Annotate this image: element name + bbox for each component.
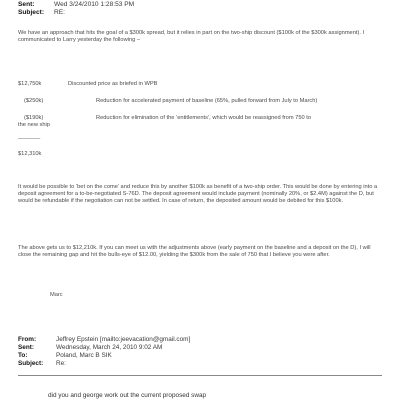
sent-value: Wed 3/24/2010 1:28:53 PM — [54, 1, 135, 8]
total-divider: _______ — [18, 134, 41, 140]
to-label: To: — [18, 352, 28, 359]
sent-value: Wednesday, March 24, 2010 9:02 AM — [56, 344, 163, 351]
sent-header — [18, 1, 134, 9]
forwarded-message-text: did you and george work out the current proposed swap — [48, 392, 207, 399]
forward-subject — [18, 360, 66, 368]
subject-header — [18, 9, 65, 17]
line-item-description: Reduction for accelerated payment of baseline (65%, pulled forward from July to March) — [96, 98, 318, 104]
forward-from — [18, 336, 190, 344]
line-item-continuation: the new ship — [18, 122, 50, 128]
line-item-description: Discounted price as briefed in WPB — [68, 81, 158, 87]
line-item-amount: $12,750k — [18, 81, 42, 87]
line-item-description: Reduction for elimination of the ‘entitlements’, which would be reassigned from 750 to — [96, 115, 311, 121]
subject-label: Subject: — [18, 9, 45, 16]
deposit-paragraph: It would be possible to ‘bet on the come’ and reduce this by another $100k as benefit of a two-ship order. This would be done by entering into a deposit agreement for a to-be-negotiated S-76D. The deposit agreement would include payment (nominally 20%, or $2.4M) against the D, but would be refundable if the negotiation can not be settled. In case of return, the deposited amount would be debited for this $100k. — [18, 184, 378, 205]
line-item-amount: ($190k) — [24, 115, 44, 121]
line-item-price — [18, 81, 158, 88]
divider-line — [18, 375, 382, 376]
sent-label: Sent: — [18, 1, 35, 8]
closing-paragraph: The above gets us to $12,210k. If you can meet us with the adjustments above (early payment on the baseline and a deposit on the D), I will close the remaining gap and hit the bulls-eye of $12.00, yielding the $300k from the sale of 750 that I believe you were after. — [18, 245, 371, 259]
forward-sent — [18, 344, 162, 352]
total-amount: $12,310k — [18, 151, 42, 157]
to-value: Poland, Marc B SIK — [56, 352, 112, 359]
subject-value: Re: — [56, 360, 66, 367]
forward-to — [18, 352, 112, 360]
sent-label: Sent: — [18, 344, 34, 351]
subject-value: RE: — [54, 9, 65, 16]
line-item-accelerated — [18, 98, 318, 105]
from-value: Jeffrey Epstein [mailto:jeevacation@gmail.com] — [56, 336, 191, 343]
signature: Marc — [50, 292, 63, 298]
intro-paragraph: We have an approach that hits the goal of a $300k spread, but it relies in part on the two-ship discount ($100k of the $300k assignment). I communicated to Larry yesterday the following – — [18, 30, 365, 44]
subject-label: Subject: — [18, 360, 44, 367]
from-label: From: — [18, 336, 37, 343]
line-item-amount: ($250k) — [24, 98, 44, 104]
